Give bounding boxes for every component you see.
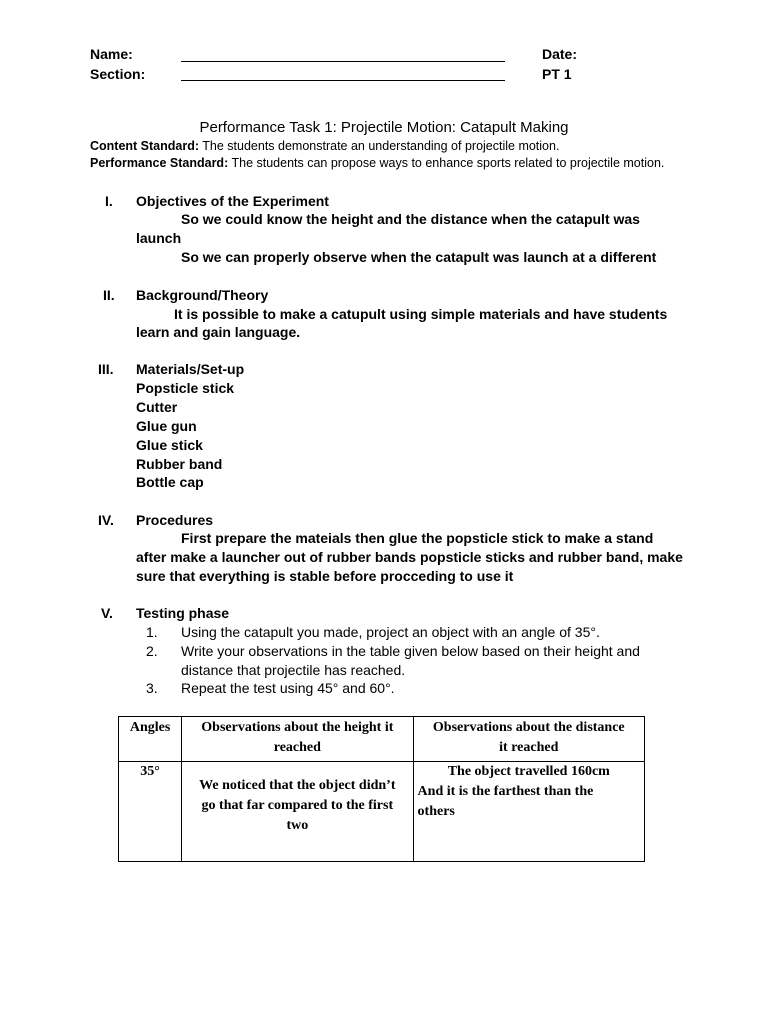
background-line: learn and gain language. <box>136 324 301 340</box>
step-text: Using the catapult you made, project an object with an angle of 35°. <box>181 624 600 640</box>
cell-height-line: go that far compared to the first <box>201 798 394 813</box>
material-item: Cutter <box>136 399 178 415</box>
date-label: Date: <box>542 46 578 62</box>
content-standard-text: The students demonstrate an understanding of projectile motion. <box>199 139 560 153</box>
objectives-line: launch <box>136 230 182 246</box>
page-title: Performance Task 1: Projectile Motion: Catapult Making <box>199 119 569 136</box>
material-item: Glue gun <box>136 418 197 434</box>
objectives-heading: Objectives of the Experiment <box>136 193 329 209</box>
header-angles-text: Angles <box>129 720 171 735</box>
cell-height <box>182 762 413 862</box>
cell-angle-text: 35° <box>140 764 160 779</box>
cell-height-text <box>186 762 408 836</box>
cell-distance <box>413 762 644 862</box>
cell-angle <box>119 762 182 862</box>
content-standard-label: Content Standard: <box>90 139 200 153</box>
table-row <box>119 762 645 862</box>
header-height-text: reached <box>273 740 321 755</box>
header-distance-text: it reached <box>499 740 559 755</box>
header-height-text: Observations about the height it <box>201 720 394 735</box>
material-item: Bottle cap <box>136 474 204 490</box>
objectives-line: So we could know the height and the distance when the catapult was <box>181 211 640 227</box>
procedures-heading: Procedures <box>136 512 214 528</box>
step-text: distance that projectile has reached. <box>181 662 406 678</box>
step-number: 2. <box>146 643 158 659</box>
procedures-numeral: IV. <box>98 512 114 528</box>
section-underline <box>181 80 505 81</box>
background-line: It is possible to make a catupult using simple materials and have students <box>174 306 668 322</box>
step-text: Repeat the test using 45° and 60°. <box>181 680 395 696</box>
cell-height-line: We noticed that the object didn’t <box>199 778 396 793</box>
procedures-line: sure that everything is stable before procceding to use it <box>136 568 514 584</box>
header-angles <box>119 717 182 762</box>
material-item: Popsticle stick <box>136 380 235 396</box>
step-text: Write your observations in the table given below based on their height and <box>181 643 640 659</box>
header-distance-text: Observations about the distance <box>432 720 625 735</box>
background-numeral: II. <box>103 287 115 303</box>
objectives-line: So we can properly observe when the catapult was launch at a different <box>181 249 657 265</box>
cell-distance-line: And it is the farthest than the <box>417 784 594 799</box>
content-standard <box>90 138 559 155</box>
materials-numeral: III. <box>98 361 114 377</box>
material-item: Glue stick <box>136 437 203 453</box>
performance-standard-label: Performance Standard: <box>90 156 229 170</box>
name-underline <box>181 61 505 62</box>
testing-numeral: V. <box>101 605 113 621</box>
section-label: Section: <box>90 66 146 82</box>
cell-height-line: two <box>286 818 309 833</box>
cell-distance-line: The object travelled 160cm <box>447 764 610 779</box>
procedures-line: after make a launcher out of rubber bands popsticle sticks and rubber band, make <box>136 549 683 565</box>
cell-distance-line: others <box>417 804 455 819</box>
material-item: Rubber band <box>136 456 223 472</box>
performance-standard-text: The students can propose ways to enhance sports related to projectile motion. <box>228 156 665 170</box>
materials-heading: Materials/Set-up <box>136 361 245 377</box>
procedures-line: First prepare the mateials then glue the popsticle stick to make a stand <box>181 530 654 546</box>
name-label: Name: <box>90 46 133 62</box>
objectives-numeral: I. <box>105 193 113 209</box>
step-number: 3. <box>146 680 158 696</box>
pt-label: PT 1 <box>542 66 572 82</box>
testing-heading: Testing phase <box>136 605 230 621</box>
table-header-row <box>119 717 645 762</box>
background-heading: Background/Theory <box>136 287 269 303</box>
observations-table <box>118 716 645 862</box>
header-height <box>182 717 413 762</box>
header-distance <box>413 717 644 762</box>
performance-standard <box>90 155 664 172</box>
step-number: 1. <box>146 624 158 640</box>
